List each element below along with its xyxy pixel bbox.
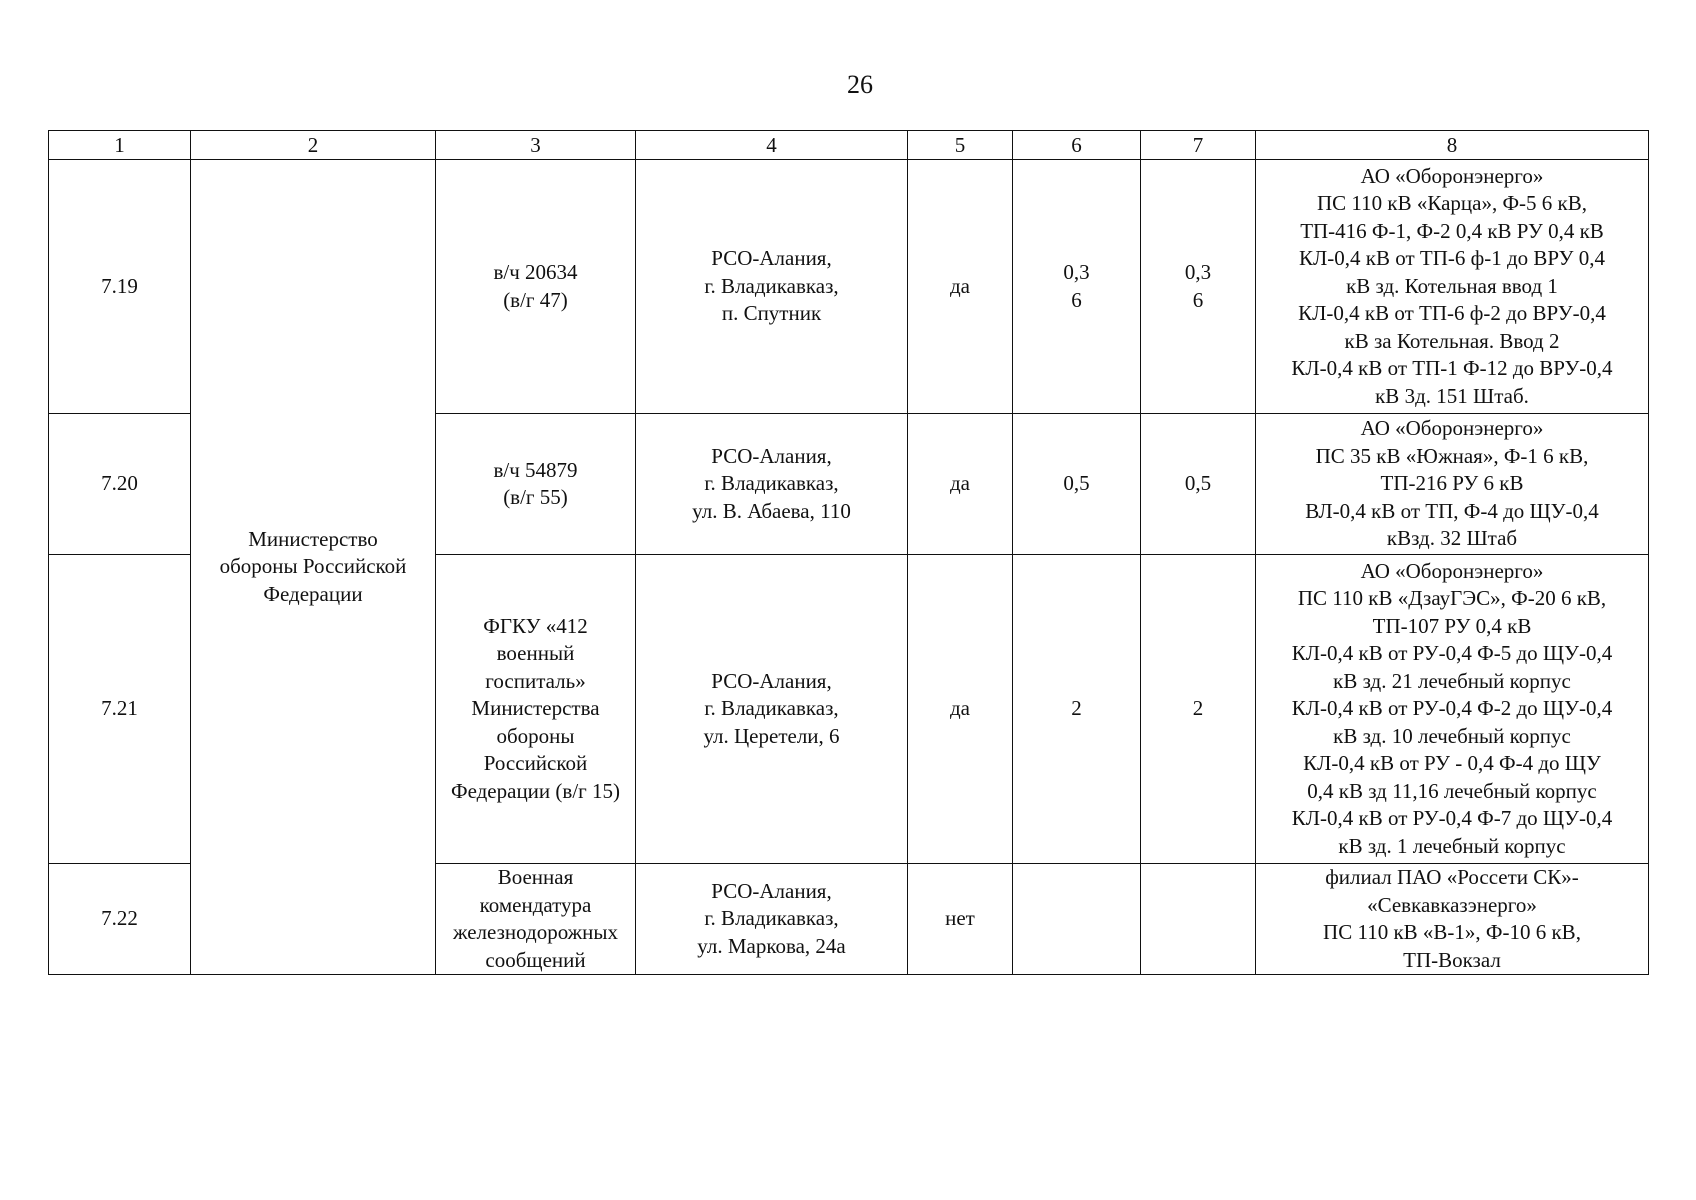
organization-cell-line: Федерации xyxy=(263,581,363,606)
row-number-cell: 7.19 xyxy=(49,160,191,414)
power-supply-cell-line: кВ за Котельная. Ввод 2 xyxy=(1344,328,1560,353)
header-cell-3: 3 xyxy=(436,131,636,160)
power-supply-cell-line: ВЛ-0,4 кВ от ТП, Ф-4 до ЩУ-0,4 xyxy=(1305,498,1599,523)
address-cell-line: ул. Церетели, 6 xyxy=(703,723,840,748)
address-cell-line: РСО-Алания, xyxy=(711,668,832,693)
organization-cell xyxy=(191,160,436,975)
column-6-cell xyxy=(1013,864,1141,975)
column-6-cell-line: 0,5 xyxy=(1063,471,1090,496)
power-supply-cell-line: кВзд. 32 Штаб xyxy=(1386,526,1518,551)
power-supply-cell xyxy=(1256,160,1649,414)
data-table xyxy=(48,130,1649,975)
power-supply-cell-line: кВ зд. 10 лечебный корпус xyxy=(1333,723,1571,748)
address-cell xyxy=(636,555,908,864)
organization-cell-line: Министерство xyxy=(248,526,378,551)
power-supply-cell-line: ПС 110 кВ «В-1», Ф-10 6 кВ, xyxy=(1323,920,1581,944)
header-cell-1: 1 xyxy=(49,131,191,160)
unit-cell-line: железнодорожных xyxy=(452,920,619,944)
address-cell-line: г. Владикавказ, xyxy=(704,906,839,931)
row-number-cell: 7.21 xyxy=(49,555,191,864)
column-6-cell-line: 0,3 xyxy=(1063,260,1090,284)
power-supply-cell-line: ТП-216 РУ 6 кВ xyxy=(1380,471,1524,496)
unit-cell-line: в/ч 20634 xyxy=(493,260,578,284)
column-6-cell xyxy=(1013,160,1141,414)
column-7-cell-line: 0,3 xyxy=(1184,260,1212,284)
address-cell-line: РСО-Алания, xyxy=(711,443,832,468)
address-cell-line: г. Владикавказ, xyxy=(704,696,839,721)
power-supply-cell-line: ПС 110 кВ «ДзауГЭС», Ф-20 6 кВ, xyxy=(1297,586,1607,611)
power-supply-cell-line: кВ зд. 21 лечебный корпус xyxy=(1333,668,1571,693)
power-supply-cell-line: КЛ-0,4 кВ от РУ-0,4 Ф-5 до ЩУ-0,4 xyxy=(1291,641,1613,666)
power-supply-cell-line: КЛ-0,4 кВ от РУ - 0,4 Ф-4 до ЩУ xyxy=(1303,751,1601,776)
power-supply-cell-line: КЛ-0,4 кВ от РУ-0,4 Ф-7 до ЩУ-0,4 xyxy=(1291,806,1613,831)
power-supply-cell-line: кВ зд. 1 лечебный корпус xyxy=(1338,833,1566,858)
row-number-cell: 7.20 xyxy=(49,414,191,555)
column-7-cell xyxy=(1141,414,1256,555)
power-supply-cell-line: «Севкавказэнерго» xyxy=(1367,892,1537,917)
flag-cell: да xyxy=(908,160,1013,414)
address-cell-line: РСО-Алания, xyxy=(711,246,832,271)
table-body xyxy=(49,160,1649,975)
power-supply-cell-line: АО «Оборонэнерго» xyxy=(1360,163,1544,188)
unit-cell-line: обороны xyxy=(496,723,575,748)
unit-cell xyxy=(436,414,636,555)
power-supply-cell-line: кВ зд. Котельная ввод 1 xyxy=(1346,273,1558,298)
unit-cell-line: госпиталь» xyxy=(485,668,586,693)
address-cell xyxy=(636,160,908,414)
power-supply-cell xyxy=(1256,555,1649,864)
header-cell-4: 4 xyxy=(636,131,908,160)
power-supply-cell-line: КЛ-0,4 кВ от ТП-6 ф-2 до ВРУ-0,4 xyxy=(1298,301,1606,326)
column-7-cell xyxy=(1141,555,1256,864)
unit-cell-line: (в/г 55) xyxy=(503,485,568,509)
flag-cell: да xyxy=(908,414,1013,555)
organization-cell-line: обороны Российской xyxy=(219,554,407,579)
flag-cell: да xyxy=(908,555,1013,864)
address-cell-line: п. Спутник xyxy=(721,301,822,326)
power-supply-cell-line: ТП-416 Ф-1, Ф-2 0,4 кВ РУ 0,4 кВ xyxy=(1300,218,1604,243)
column-7-cell-line: 2 xyxy=(1192,696,1204,721)
unit-cell-line: Российской xyxy=(483,751,588,776)
power-supply-cell-line: АО «Оборонэнерго» xyxy=(1360,416,1544,441)
address-cell xyxy=(636,414,908,555)
address-cell-line: РСО-Алания, xyxy=(711,878,832,903)
unit-cell-line: комендатура xyxy=(479,892,592,917)
unit-cell-line: (в/г 47) xyxy=(503,287,568,312)
column-7-cell xyxy=(1141,160,1256,414)
power-supply-cell-line: ПС 110 кВ «Карца», Ф-5 6 кВ, xyxy=(1316,191,1587,216)
power-supply-cell-line: ТП-Вокзал xyxy=(1403,947,1501,972)
power-supply-cell-line: ТП-107 РУ 0,4 кВ xyxy=(1372,613,1532,638)
header-cell-7: 7 xyxy=(1141,131,1256,160)
flag-cell: нет xyxy=(908,864,1013,975)
unit-cell xyxy=(436,160,636,414)
column-7-cell-line: 0,5 xyxy=(1184,471,1212,496)
column-7-cell xyxy=(1141,864,1256,975)
header-cell-2: 2 xyxy=(191,131,436,160)
power-supply-cell-line: 0,4 кВ зд 11,16 лечебный корпус xyxy=(1307,778,1597,803)
power-supply-cell-line: АО «Оборонэнерго» xyxy=(1360,558,1544,583)
power-supply-cell-line: КЛ-0,4 кВ от ТП-1 Ф-12 до ВРУ-0,4 xyxy=(1291,356,1613,381)
power-supply-cell xyxy=(1256,864,1649,975)
unit-cell xyxy=(436,555,636,864)
power-supply-cell-line: КЛ-0,4 кВ от РУ-0,4 Ф-2 до ЩУ-0,4 xyxy=(1291,696,1613,721)
column-6-cell xyxy=(1013,555,1141,864)
unit-cell-line: сообщений xyxy=(485,947,586,972)
address-cell-line: г. Владикавказ, xyxy=(704,471,839,496)
power-supply-cell-line: КЛ-0,4 кВ от ТП-6 ф-1 до ВРУ 0,4 xyxy=(1299,246,1605,271)
address-cell-line: г. Владикавказ, xyxy=(704,273,839,298)
page-number: 26 xyxy=(847,70,873,99)
unit-cell-line: в/ч 54879 xyxy=(493,457,578,482)
unit-cell xyxy=(436,864,636,975)
power-supply-cell-line: кВ 3д. 151 Штаб. xyxy=(1375,383,1529,408)
header-cell-5: 5 xyxy=(908,131,1013,160)
header-row xyxy=(49,131,1649,160)
unit-cell-line: военный xyxy=(496,641,575,666)
power-supply-cell-line: филиал ПАО «Россети СК»- xyxy=(1325,865,1579,889)
address-cell xyxy=(636,864,908,975)
header-cell-8: 8 xyxy=(1256,131,1649,160)
power-supply-cell-line: ПС 35 кВ «Южная», Ф-1 6 кВ, xyxy=(1315,443,1589,468)
unit-cell-line: Федерации (в/г 15) xyxy=(450,778,621,803)
power-supply-cell xyxy=(1256,414,1649,555)
column-6-cell xyxy=(1013,414,1141,555)
column-7-cell-line: 6 xyxy=(1192,287,1204,312)
row-number-cell: 7.22 xyxy=(49,864,191,975)
address-cell-line: ул. В. Абаева, 110 xyxy=(692,498,851,523)
header-cell-6: 6 xyxy=(1013,131,1141,160)
column-6-cell-line: 2 xyxy=(1071,696,1082,721)
column-6-cell-line: 6 xyxy=(1071,287,1082,312)
unit-cell-line: Военная xyxy=(497,865,574,889)
table-row xyxy=(49,160,1649,414)
address-cell-line: ул. Маркова, 24а xyxy=(697,933,846,958)
unit-cell-line: ФГКУ «412 xyxy=(483,613,588,638)
unit-cell-line: Министерства xyxy=(471,696,600,721)
